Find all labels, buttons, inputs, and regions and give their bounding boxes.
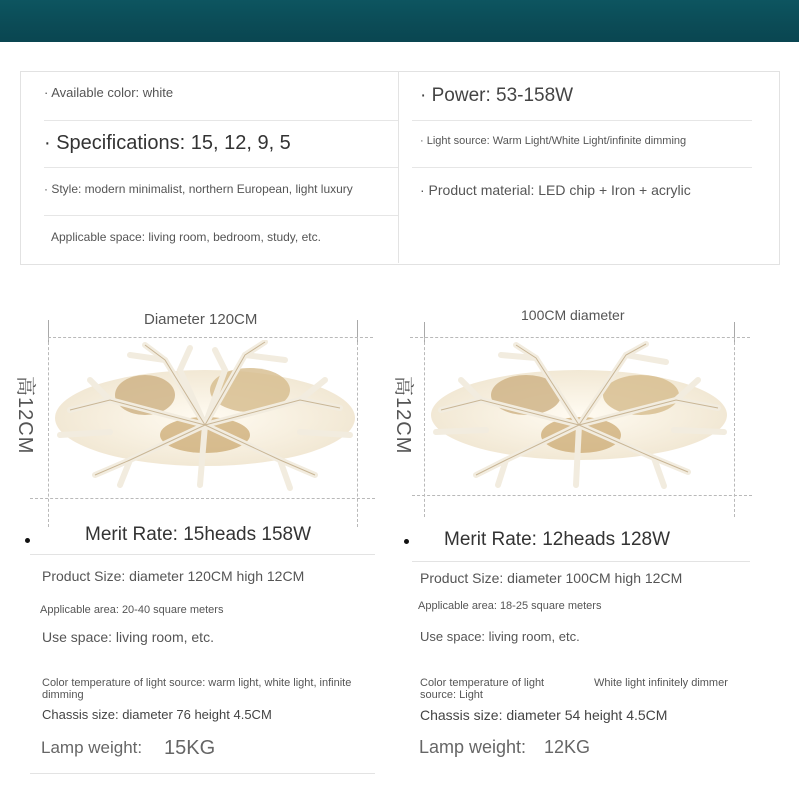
spec-style: · Style: modern minimalist, northern European, light luxury — [44, 182, 353, 196]
spec-power: · Power: 53-158W — [420, 85, 574, 106]
spec-row-line — [44, 120, 398, 121]
color-temperature-value: White light infinitely dimmer — [594, 677, 728, 689]
product-size: Product Size: diameter 100CM high 12CM — [420, 570, 683, 586]
spec-row-line — [44, 215, 398, 216]
diameter-dim-line — [410, 337, 750, 338]
separator — [30, 773, 375, 774]
chassis-size: Chassis size: diameter 76 height 4.5CM — [42, 707, 272, 722]
diameter-label: 100CM diameter — [521, 307, 625, 323]
use-space: Use space: living room, etc. — [42, 629, 214, 645]
bullet-icon — [404, 539, 409, 544]
lamp-weight-value: 12KG — [544, 737, 591, 757]
color-temperature: Color temperature of light source: Light — [420, 677, 545, 701]
height-dim-line — [734, 337, 735, 517]
height-dim-line — [424, 337, 425, 517]
spec-available-color: · Available color: white — [44, 85, 174, 100]
diameter-dim-line — [48, 337, 373, 338]
merit-rate: Merit Rate: 12heads 128W — [444, 529, 671, 550]
spec-row-line — [412, 120, 752, 121]
base-dim-line — [30, 498, 375, 499]
chassis-size: Chassis size: diameter 54 height 4.5CM — [420, 707, 668, 723]
spec-applicable-space: Applicable space: living room, bedroom, study, etc. — [51, 230, 321, 244]
lamp-weight-label: Lamp weight: — [41, 738, 143, 757]
base-dim-line — [412, 495, 752, 496]
color-temperature: Color temperature of light source: warm light, white light, infinite dimming — [42, 677, 352, 701]
height-label: 高12CM — [14, 376, 36, 455]
product-size: Product Size: diameter 120CM high 12CM — [42, 568, 305, 584]
spec-row-line — [44, 167, 398, 168]
height-label: 高12CM — [392, 376, 414, 455]
lamp-weight-label: Lamp weight: — [419, 737, 527, 757]
separator — [30, 554, 375, 555]
header-banner — [0, 0, 799, 42]
height-dim-line — [48, 337, 49, 527]
ceiling-lamp-100-image — [426, 340, 732, 490]
diameter-label: Diameter 120CM — [144, 311, 258, 328]
spec-table-divider — [398, 71, 399, 263]
ceiling-lamp-120-image — [50, 340, 360, 495]
applicable-area: Applicable area: 18-25 square meters — [418, 600, 602, 612]
applicable-area: Applicable area: 20-40 square meters — [40, 604, 224, 616]
lamp-weight-value: 15KG — [164, 737, 216, 759]
bullet-icon — [25, 538, 30, 543]
spec-light-source: · Light source: Warm Light/White Light/infinite dimming — [420, 135, 687, 147]
spec-specifications: · Specifications: 15, 12, 9, 5 — [44, 132, 291, 154]
spec-row-line — [412, 167, 752, 168]
use-space: Use space: living room, etc. — [420, 629, 580, 644]
separator — [412, 561, 750, 562]
merit-rate: Merit Rate: 15heads 158W — [85, 524, 312, 545]
spec-material: · Product material: LED chip + Iron + acrylic — [420, 182, 691, 198]
